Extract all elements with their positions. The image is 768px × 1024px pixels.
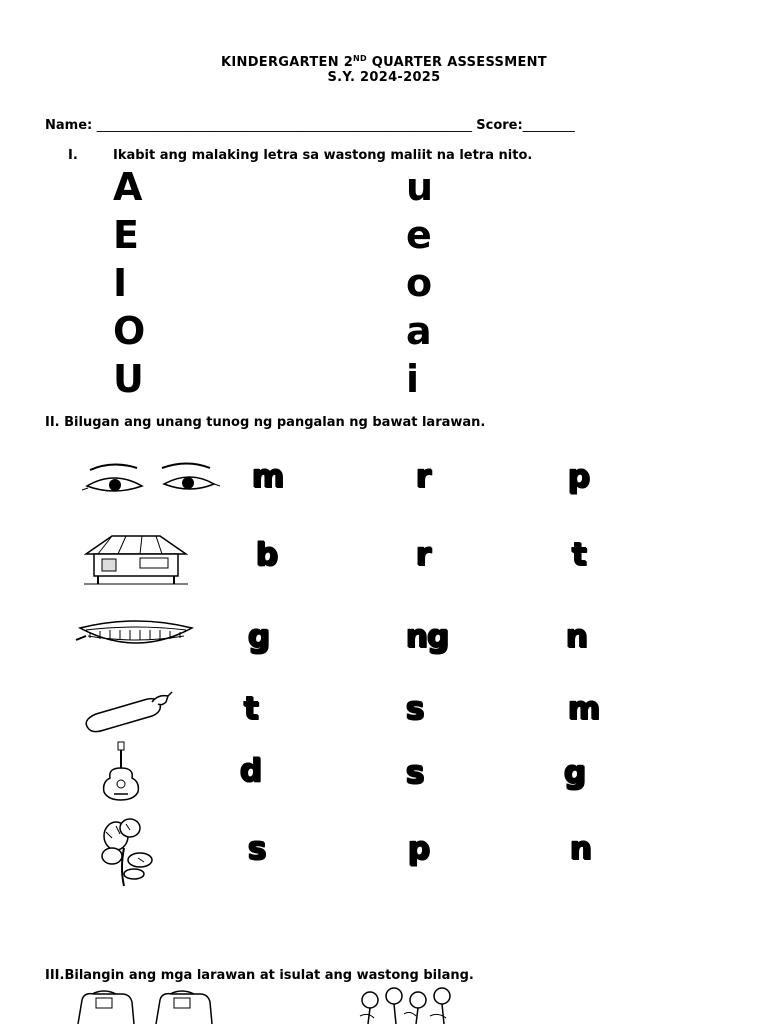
choice-row2-a[interactable]: b xyxy=(256,537,278,573)
teeth-icon xyxy=(76,612,196,656)
uppercase-letter-i[interactable]: I xyxy=(113,261,128,305)
eyes-icon xyxy=(82,460,222,500)
choice-row4-b[interactable]: s xyxy=(406,691,424,727)
choice-row2-c[interactable]: t xyxy=(572,537,586,573)
choice-row4-a[interactable]: t xyxy=(244,691,258,727)
choice-row3-c[interactable]: n xyxy=(566,619,588,655)
page-title xyxy=(0,54,768,70)
flowers-icon xyxy=(354,986,460,1024)
title-superscript: ND xyxy=(353,54,367,63)
name-field[interactable]: ____________________________________________________________ xyxy=(96,118,472,133)
choice-row1-a[interactable]: m xyxy=(252,459,284,495)
uppercase-letter-o[interactable]: O xyxy=(113,309,146,353)
choice-row5-b[interactable]: s xyxy=(406,755,424,791)
choice-row6-b[interactable]: p xyxy=(408,831,430,867)
bag-icon-2 xyxy=(150,990,216,1024)
school-year: S.Y. 2024-2025 xyxy=(327,70,441,85)
choice-row1-c[interactable]: p xyxy=(568,459,590,495)
lowercase-letter-a[interactable]: a xyxy=(406,309,432,353)
name-label: Name: xyxy=(45,118,97,133)
uppercase-letter-e[interactable]: E xyxy=(113,213,139,257)
name-score-row xyxy=(45,118,575,133)
eggplant-icon xyxy=(82,690,174,734)
choice-row2-b[interactable]: r xyxy=(416,537,431,573)
section1-number: I. xyxy=(68,148,78,163)
house-icon xyxy=(82,530,190,586)
title-part2: QUARTER ASSESSMENT xyxy=(366,55,547,70)
score-label: Score: xyxy=(471,118,523,133)
choice-row6-c[interactable]: n xyxy=(570,831,592,867)
section1-instruction: Ikabit ang malaking letra sa wastong maliit na letra nito. xyxy=(113,148,533,163)
lowercase-letter-i[interactable]: i xyxy=(406,357,420,401)
score-field[interactable]: ________ xyxy=(522,118,575,133)
section2-instruction: II. Bilugan ang unang tunog ng pangalan ng bawat larawan. xyxy=(45,415,486,430)
choice-row3-b[interactable]: ng xyxy=(406,619,449,655)
uppercase-letter-a[interactable]: A xyxy=(113,165,143,209)
choice-row3-a[interactable]: g xyxy=(248,619,270,655)
choice-row6-a[interactable]: s xyxy=(248,831,266,867)
plant-icon xyxy=(96,818,158,888)
choice-row4-c[interactable]: m xyxy=(568,691,600,727)
guitar-icon xyxy=(98,742,144,802)
choice-row5-c[interactable]: g xyxy=(564,755,586,791)
lowercase-letter-o[interactable]: o xyxy=(406,261,433,305)
section3-instruction: III.Bilangin ang mga larawan at isulat ang wastong bilang. xyxy=(45,968,474,983)
bag-icon xyxy=(72,990,138,1024)
title-part1: KINDERGARTEN 2 xyxy=(221,55,354,70)
lowercase-letter-e[interactable]: e xyxy=(406,213,432,257)
uppercase-letter-u[interactable]: U xyxy=(113,357,144,401)
choice-row5-a[interactable]: d xyxy=(240,753,262,789)
lowercase-letter-u[interactable]: u xyxy=(406,165,434,209)
choice-row1-b[interactable]: r xyxy=(416,459,431,495)
